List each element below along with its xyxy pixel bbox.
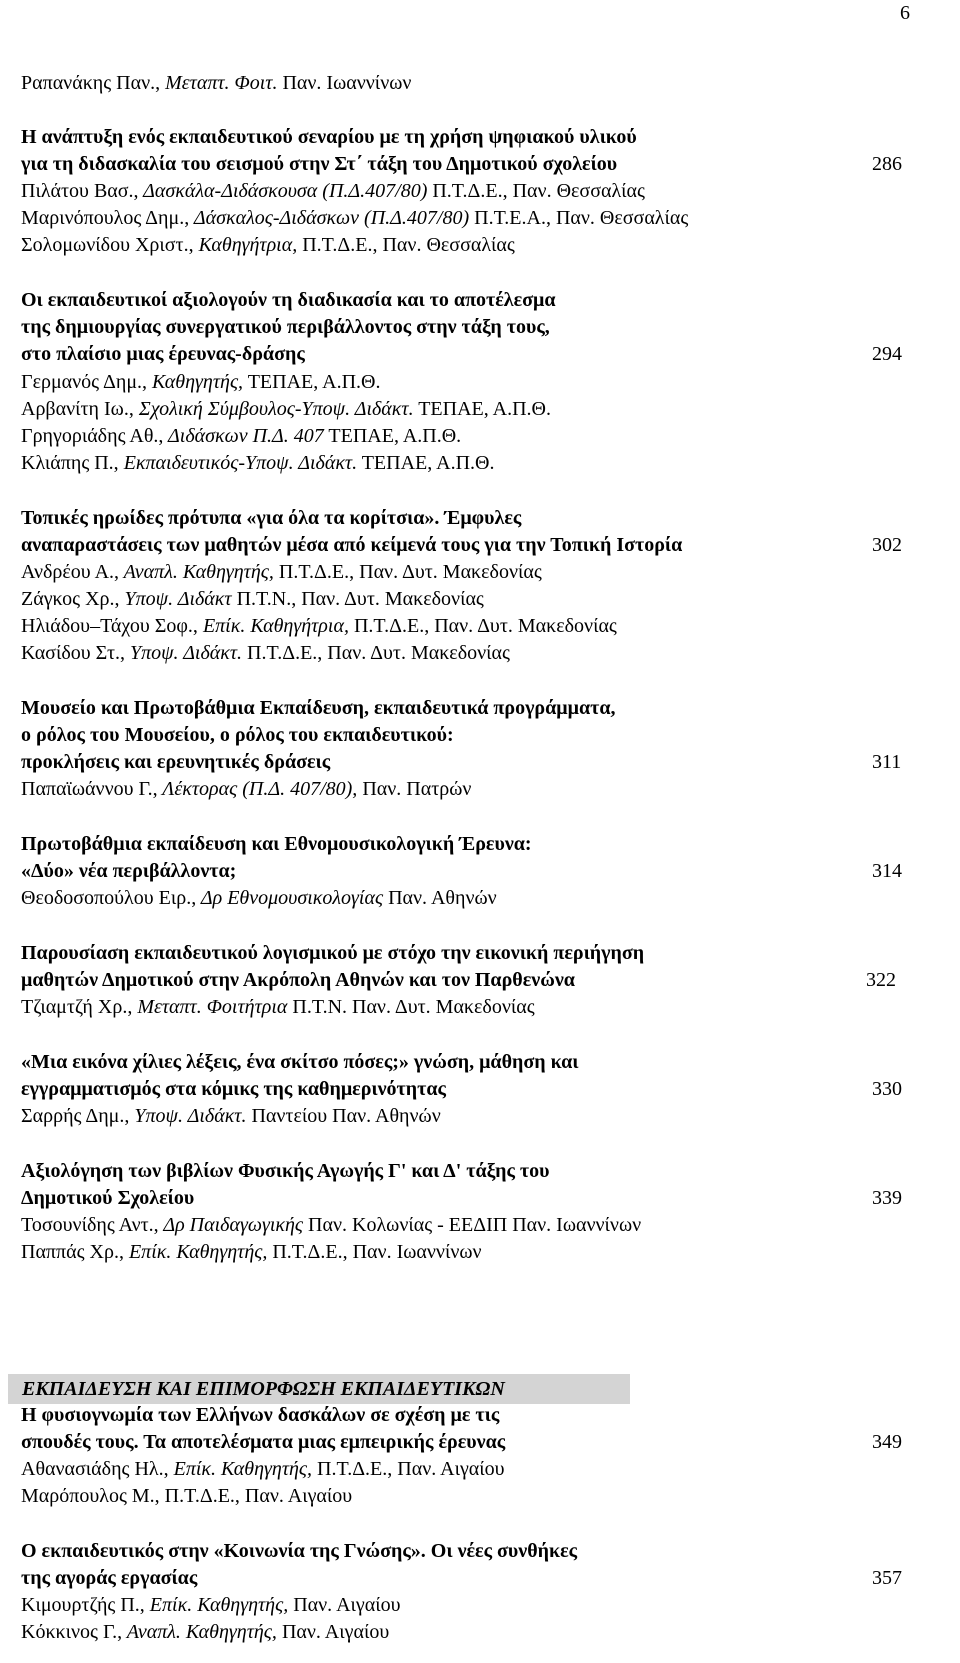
entry-page-number: 349: [872, 1431, 902, 1453]
author-line: [21, 423, 461, 451]
author-line: [21, 776, 471, 804]
author-role: Αναπλ. Καθηγητής,: [122, 1621, 277, 1643]
author-role: Δρ Εθνομουσικολογίας: [196, 887, 384, 909]
author-name: Παππάς Χρ.,: [21, 1241, 124, 1263]
author-role: Υποψ. Διδάκτ: [119, 588, 232, 610]
author-line: [21, 396, 551, 424]
author-role: Επίκ. Καθηγήτρια,: [197, 615, 349, 637]
entry-title-line: ο ρόλος του Μουσείου, ο ρόλος του εκπαιδευτικού:: [21, 724, 454, 746]
entry-page-number: 322: [866, 969, 896, 991]
author-name: Γερμανός Δημ.,: [21, 371, 148, 393]
author-line: [21, 613, 617, 641]
author-name: Κιμουρτζής Π.,: [21, 1594, 145, 1616]
author-affiliation: Π.Τ.Δ.Ε., Παν. Θεσσαλίας: [427, 180, 645, 202]
author-line: [21, 559, 542, 587]
author-line: [21, 205, 688, 233]
entry-page-number: 286: [872, 153, 902, 175]
author-affiliation: Π.Τ.Δ.Ε., Παν. Δυτ. Μακεδονίας: [242, 642, 510, 664]
author-role: Υποψ. Διδάκτ.: [129, 1105, 247, 1127]
author-name: Τζιαμτζή Χρ.,: [21, 996, 133, 1018]
author-name: Παπαϊωάννου Γ.,: [21, 778, 158, 800]
author-name: Ραπανάκης Παν.,: [21, 72, 161, 94]
author-name: Κλιάπης Π.,: [21, 452, 119, 474]
author-affiliation: Π.Τ.Ν. Παν. Δυτ. Μακεδονίας: [287, 996, 535, 1018]
author-affiliation: Π.Τ.Δ.Ε., Παν. Δυτ. Μακεδονίας: [273, 561, 542, 583]
entry-page-number: 302: [872, 534, 902, 556]
author-role: Αναπλ. Καθηγητής,: [119, 561, 274, 583]
author-name: Αρβανίτη Ιω.,: [21, 398, 134, 420]
entry-title-line: μαθητών Δημοτικού στην Ακρόπολη Αθηνών και τον Παρθενώνα: [21, 969, 575, 991]
entry-page-number: 294: [872, 343, 902, 365]
author-role: Δασκάλα-Διδάσκουσα (Π.Δ.407/80): [138, 180, 428, 202]
author-name: Γρηγοριάδης Αθ.,: [21, 425, 164, 447]
entry-page-number: 330: [872, 1078, 902, 1100]
entry-title-line: Τοπικές ηρωίδες πρότυπα «για όλα τα κορίτσια». Έμφυλες: [21, 507, 522, 529]
entry-page-number: 357: [872, 1567, 902, 1589]
entry-page-number: 339: [872, 1187, 902, 1209]
author-name: Ζάγκος Χρ.,: [21, 588, 120, 610]
author-line: [21, 232, 515, 260]
author-line: [21, 586, 484, 614]
entry-title-line: σπουδές τους. Τα αποτελέσματα μιας εμπειρικής έρευνας: [21, 1431, 506, 1453]
author-line: [21, 1456, 505, 1484]
author-line: [21, 640, 510, 668]
author-role: Επίκ. Καθηγητής,: [144, 1594, 289, 1616]
author-affiliation: Π.Τ.Ν., Παν. Δυτ. Μακεδονίας: [231, 588, 484, 610]
entry-title-line: της αγοράς εργασίας: [21, 1567, 198, 1589]
author-role: Μεταπτ. Φοιτήτρια: [132, 996, 288, 1018]
entry-title-line: Η φυσιογνωμία των Ελλήνων δασκάλων σε σχέση με τις: [21, 1404, 500, 1426]
entry-title-line: Οι εκπαιδευτικοί αξιολογούν τη διαδικασία και το αποτέλεσμα: [21, 289, 556, 311]
author-name: Σολομωνίδου Χριστ.,: [21, 234, 194, 256]
entry-title-line: Η ανάπτυξη ενός εκπαιδευτικού σεναρίου με τη χρήση ψηφιακού υλικού: [21, 126, 637, 148]
author-line: [21, 994, 535, 1022]
author-name: Πιλάτου Βασ.,: [21, 180, 139, 202]
author-role: Υποψ. Διδάκτ.: [124, 642, 243, 664]
author-name: Κόκκινος Γ.,: [21, 1621, 123, 1643]
author-name: Μαρόπουλος Μ.,: [21, 1485, 160, 1507]
author-affiliation: Π.Τ.Δ.Ε., Παν. Δυτ. Μακεδονίας: [348, 615, 617, 637]
author-role: Λέκτορας (Π.Δ. 407/80),: [157, 778, 358, 800]
entry-title-line: για τη διδασκαλία του σεισμού στην Στ΄ τάξη του Δημοτικού σχολείου: [21, 153, 618, 175]
entry-page-number: 311: [872, 751, 902, 773]
author-name: Ηλιάδου–Τάχου Σοφ.,: [21, 615, 198, 637]
author-line: [21, 1483, 352, 1511]
author-role: Δρ Παιδαγωγικής: [158, 1214, 304, 1236]
author-name: Ανδρέου Α.,: [21, 561, 120, 583]
entry-title-line: αναπαραστάσεις των μαθητών μέσα από κείμενά τους για την Τοπική Ιστορία: [21, 534, 683, 556]
author-affiliation: Παν. Αιγαίου: [276, 1621, 390, 1643]
entry-title-line: Δημοτικού Σχολείου: [21, 1187, 195, 1209]
author-role: Μεταπτ. Φοιτ.: [160, 72, 278, 94]
author-line: [21, 1592, 401, 1620]
author-role: Διδάσκων Π.Δ. 407: [163, 425, 324, 447]
entry-title-line: «Μια εικόνα χίλιες λέξεις, ένα σκίτσο πόσες;» γνώση, μάθηση και: [21, 1051, 579, 1073]
author-affiliation: Παν. Αθηνών: [383, 887, 497, 909]
author-name: Θεοδοσοπούλου Ειρ.,: [21, 887, 197, 909]
author-name: Αθανασιάδης Ηλ.,: [21, 1458, 169, 1480]
section-heading: ΕΚΠΑΙΔΕΥΣΗ ΚΑΙ ΕΠΙΜΟΡΦΩΣΗ ΕΚΠΑΙΔΕΥΤΙΚΩΝ: [8, 1374, 630, 1404]
entry-title-line: Παρουσίαση εκπαιδευτικού λογισμικού με στόχο την εικονική περιήγηση: [21, 942, 645, 964]
author-affiliation: Π.Τ.Δ.Ε., Παν. Αιγαίου: [312, 1458, 505, 1480]
author-role: Καθηγήτρια,: [193, 234, 298, 256]
entry-title-line: Αξιολόγηση των βιβλίων Φυσικής Αγωγής Γ' και Δ' τάξης του: [21, 1160, 550, 1182]
entry-page-number: 314: [872, 860, 902, 882]
page-number: 6: [900, 2, 910, 24]
author-role: Εκπαιδευτικός-Υποψ. Διδάκτ.: [118, 452, 358, 474]
author-line: [21, 178, 645, 206]
author-line: [21, 885, 497, 913]
author-name: Κασίδου Στ.,: [21, 642, 125, 664]
author-role: Δάσκαλος-Διδάσκων (Π.Δ.407/80): [189, 207, 470, 229]
author-line: [21, 1619, 389, 1647]
entry-title-line: εγγραμματισμός στα κόμικς της καθημερινότητας: [21, 1078, 446, 1100]
author-affiliation: Παν. Αιγαίου: [288, 1594, 401, 1616]
entry-title-line: στο πλαίσιο μιας έρευνας-δράσης: [21, 343, 305, 365]
author-line: [21, 70, 411, 98]
entry-title-line: Ο εκπαιδευτικός στην «Κοινωνία της Γνώσης». Οι νέες συνθήκες: [21, 1540, 578, 1562]
author-role: Καθηγητής,: [147, 371, 244, 393]
author-affiliation: Π.Τ.Δ.Ε., Παν. Ιωαννίνων: [267, 1241, 482, 1263]
author-line: [21, 1239, 482, 1267]
author-role: Σχολική Σύμβουλος-Υποψ. Διδάκτ.: [133, 398, 414, 420]
author-line: [21, 1103, 441, 1131]
author-affiliation: Π.Τ.Δ.Ε., Παν. Θεσσαλίας: [297, 234, 515, 256]
author-affiliation: ΤΕΠΑΕ, Α.Π.Θ.: [413, 398, 551, 420]
author-affiliation: ΤΕΠΑΕ, Α.Π.Θ.: [357, 452, 495, 474]
entry-title-line: Μουσείο και Πρωτοβάθμια Εκπαίδευση, εκπαιδευτικά προγράμματα,: [21, 697, 616, 719]
entry-title-line: Πρωτοβάθμια εκπαίδευση και Εθνομουσικολογική Έρευνα:: [21, 833, 532, 855]
author-affiliation: Π.Τ.Ε.Α., Παν. Θεσσαλίας: [469, 207, 689, 229]
author-role: Επίκ. Καθηγητής,: [123, 1241, 268, 1263]
author-affiliation: Παν. Ιωαννίνων: [277, 72, 412, 94]
author-role: Επίκ. Καθηγητής,: [168, 1458, 313, 1480]
author-affiliation: Παν. Κολωνίας - ΕΕΔΙΠ Παν. Ιωαννίνων: [303, 1214, 642, 1236]
author-line: [21, 450, 494, 478]
author-affiliation: Π.Τ.Δ.Ε., Παν. Αιγαίου: [159, 1485, 353, 1507]
author-line: [21, 1212, 641, 1240]
entry-title-line: προκλήσεις και ερευνητικές δράσεις: [21, 751, 331, 773]
author-affiliation: ΤΕΠΑΕ, Α.Π.Θ.: [243, 371, 381, 393]
author-affiliation: ΤΕΠΑΕ, Α.Π.Θ.: [323, 425, 462, 447]
author-line: [21, 369, 380, 397]
author-affiliation: Παντείου Παν. Αθηνών: [246, 1105, 441, 1127]
author-name: Σαρρής Δημ.,: [21, 1105, 130, 1127]
author-name: Μαρινόπουλος Δημ.,: [21, 207, 190, 229]
entry-title-line: «Δύο» νέα περιβάλλοντα;: [21, 860, 237, 882]
entry-title-line: της δημιουργίας συνεργατικού περιβάλλοντος στην τάξη τους,: [21, 316, 550, 338]
author-name: Τοσουνίδης Αντ.,: [21, 1214, 159, 1236]
author-affiliation: Παν. Πατρών: [357, 778, 472, 800]
